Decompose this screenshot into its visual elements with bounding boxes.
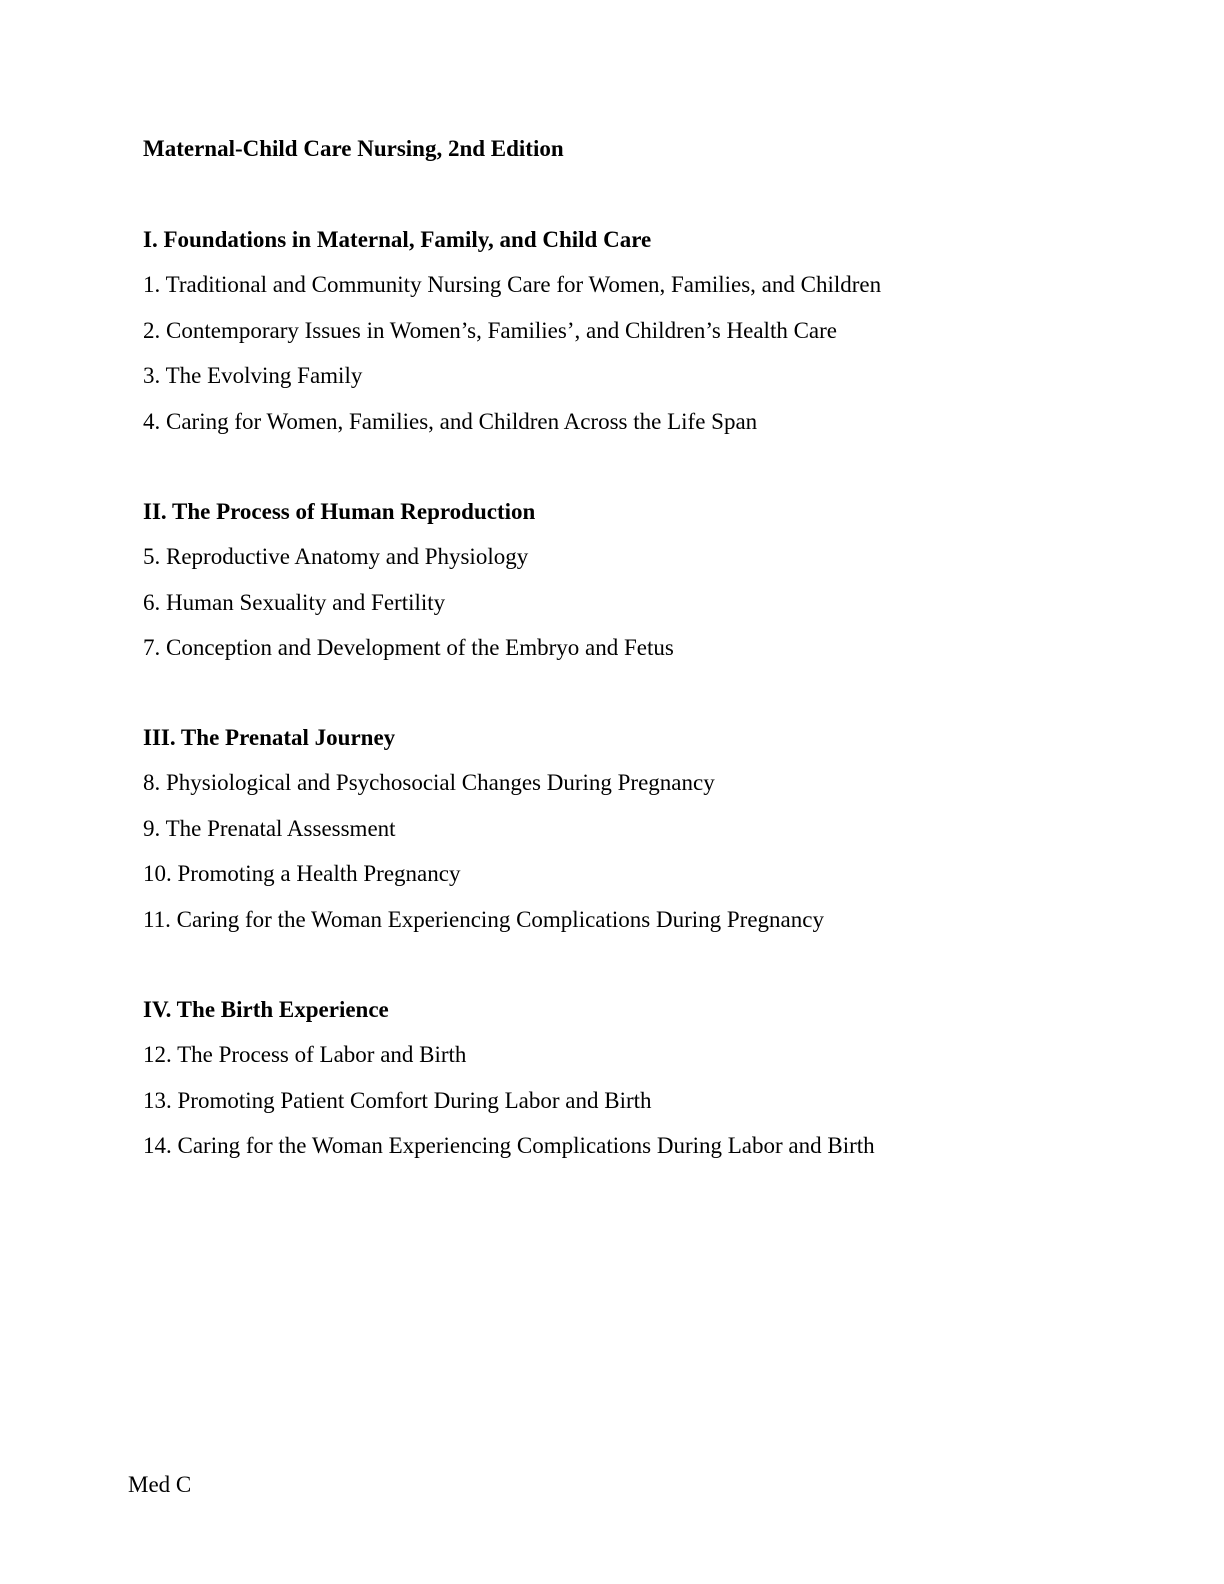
chapter-item: 4. Caring for Women, Families, and Children Across the Life Span bbox=[143, 408, 758, 434]
section-heading: I. Foundations in Maternal, Family, and Child Care bbox=[143, 227, 652, 252]
chapter-item: 5. Reproductive Anatomy and Physiology bbox=[143, 544, 529, 569]
section-heading: II. The Process of Human Reproduction bbox=[143, 499, 536, 524]
chapter-item: 12. The Process of Labor and Birth bbox=[143, 1042, 467, 1067]
document-title: Maternal-Child Care Nursing, 2nd Edition bbox=[143, 136, 564, 161]
section-heading: IV. The Birth Experience bbox=[143, 997, 389, 1022]
chapter-item: 7. Conception and Development of the Embryo and Fetus bbox=[143, 635, 674, 660]
section-human-reproduction bbox=[143, 497, 1143, 679]
section-birth-experience bbox=[143, 995, 1143, 1177]
chapter-item: 9. The Prenatal Assessment bbox=[143, 815, 396, 841]
chapter-item: 6. Human Sexuality and Fertility bbox=[143, 589, 446, 615]
chapter-item: 13. Promoting Patient Comfort During Labor and Birth bbox=[143, 1087, 652, 1113]
chapter-item: 3. The Evolving Family bbox=[143, 363, 363, 388]
chapter-item: 2. Contemporary Issues in Women’s, Families’, and Children’s Health Care bbox=[143, 317, 837, 343]
chapter-item: 14. Caring for the Woman Experiencing Complications During Labor and Birth bbox=[143, 1133, 875, 1158]
section-foundations bbox=[143, 225, 1143, 452]
chapter-item: 10. Promoting a Health Pregnancy bbox=[143, 861, 461, 886]
section-heading: III. The Prenatal Journey bbox=[143, 725, 396, 750]
chapter-item: 8. Physiological and Psychosocial Changes During Pregnancy bbox=[143, 770, 715, 795]
chapter-item: 1. Traditional and Community Nursing Care for Women, Families, and Children bbox=[143, 272, 882, 297]
section-prenatal-journey bbox=[143, 723, 1143, 950]
chapter-item: 11. Caring for the Woman Experiencing Complications During Pregnancy bbox=[143, 906, 824, 932]
footer-label: Med C bbox=[128, 1472, 192, 1497]
